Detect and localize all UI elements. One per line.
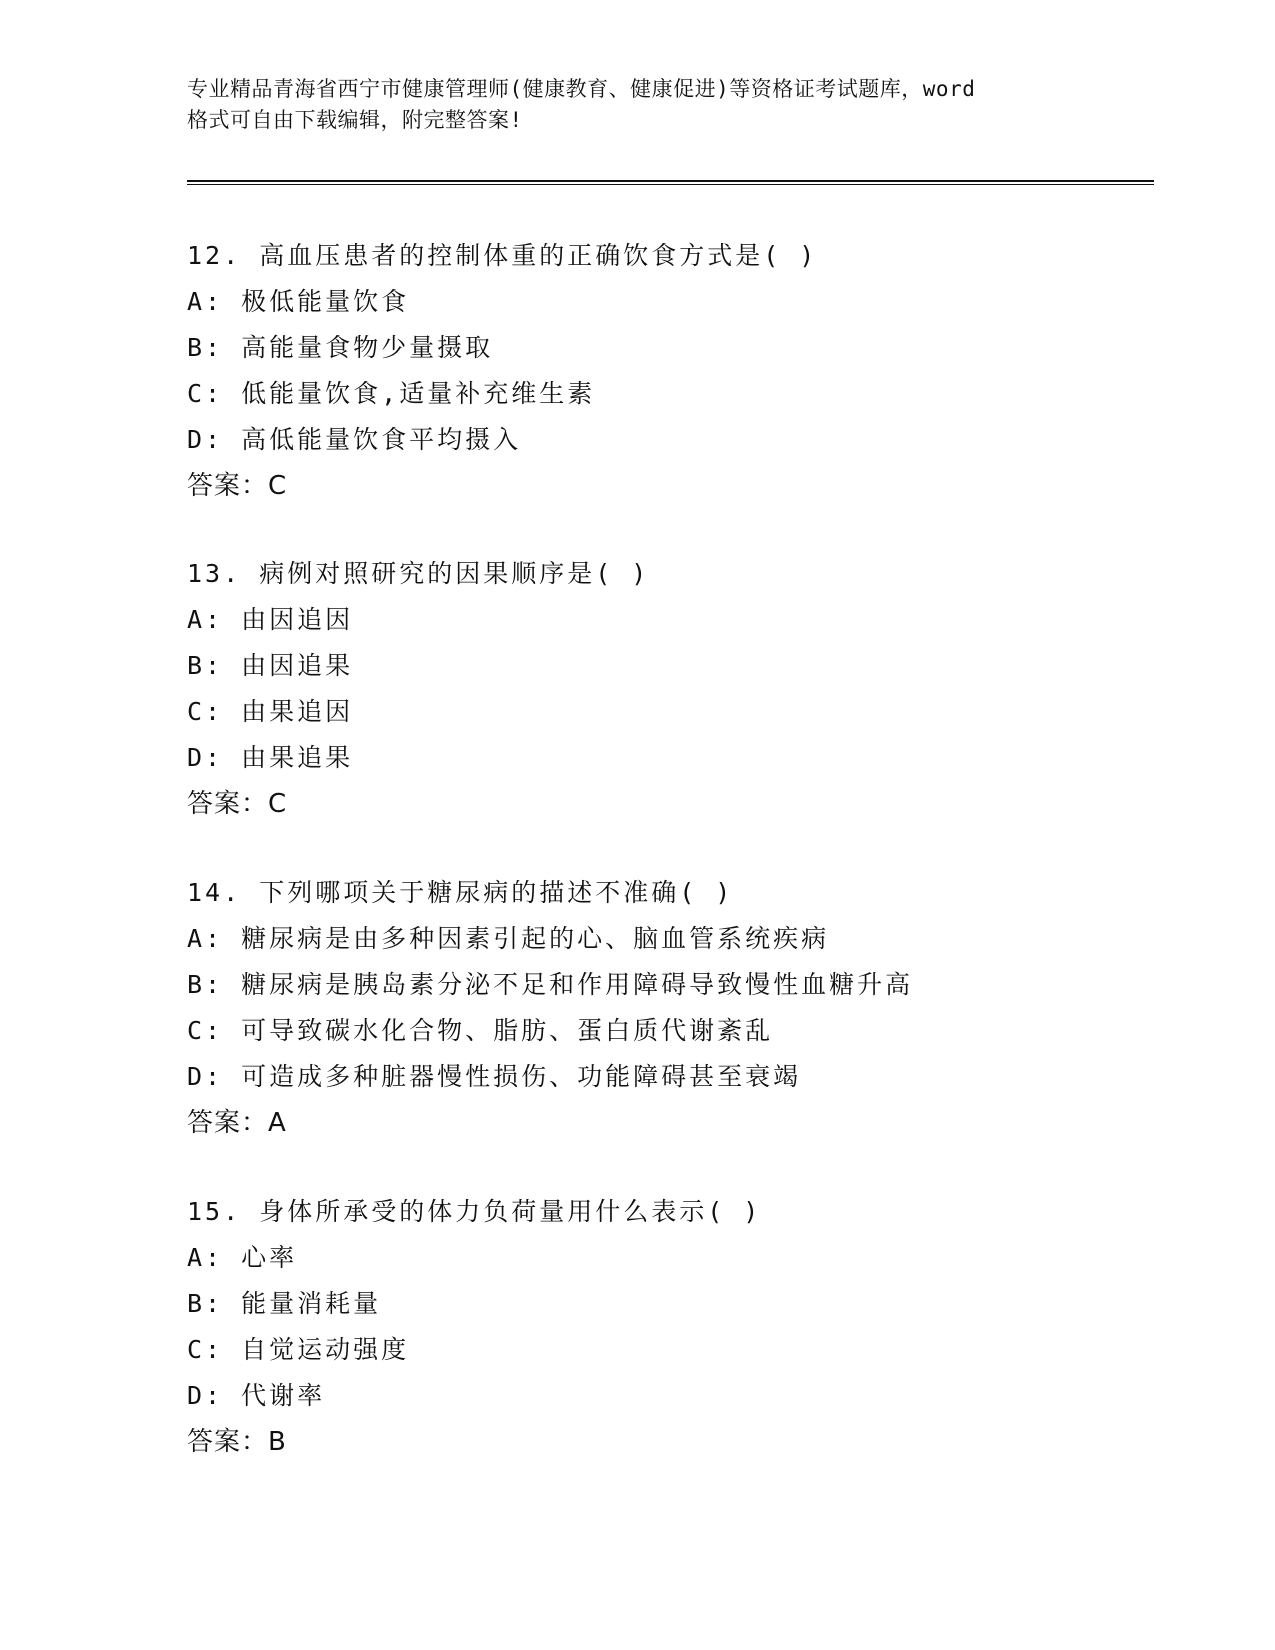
option-b: B: 能量消耗量 — [187, 1289, 382, 1318]
option-c: C: 低能量饮食,适量补充维生素 — [187, 379, 596, 408]
option-d: D: 可造成多种脏器慢性损伤、功能障碍甚至衰竭 — [187, 1062, 802, 1091]
answer-line: 答案：B — [187, 1427, 287, 1457]
answer-line: 答案：C — [187, 471, 288, 501]
header-divider-thick — [187, 180, 1154, 182]
option-c: C: 可导致碳水化合物、脂肪、蛋白质代谢紊乱 — [187, 1016, 774, 1045]
question-15 — [187, 1189, 1187, 1465]
option-a: A: 极低能量饮食 — [187, 287, 410, 316]
answer-line: 答案：C — [187, 789, 288, 819]
question-stem: 13. 病例对照研究的因果顺序是( ) — [187, 559, 650, 588]
header-line-2: 格式可自由下载编辑，附完整答案! — [187, 108, 523, 132]
option-b: B: 由因追果 — [187, 651, 354, 680]
header-divider-thin — [187, 184, 1154, 185]
answer-line: 答案：A — [187, 1108, 287, 1138]
option-a: A: 由因追因 — [187, 605, 354, 634]
option-a: A: 心率 — [187, 1243, 298, 1272]
question-13 — [187, 551, 1187, 827]
option-d: D: 由果追果 — [187, 743, 354, 772]
option-a: A: 糖尿病是由多种因素引起的心、脑血管系统疾病 — [187, 924, 830, 953]
question-stem: 15. 身体所承受的体力负荷量用什么表示( ) — [187, 1197, 762, 1226]
header-line-1: 专业精品青海省西宁市健康管理师(健康教育、健康促进)等资格证考试题库，word — [187, 77, 976, 101]
question-12 — [187, 233, 1187, 509]
question-stem: 14. 下列哪项关于糖尿病的描述不准确( ) — [187, 878, 734, 907]
question-14 — [187, 870, 1187, 1146]
option-b: B: 糖尿病是胰岛素分泌不足和作用障碍导致慢性血糖升高 — [187, 970, 914, 999]
option-d: D: 高低能量饮食平均摄入 — [187, 425, 522, 454]
option-c: C: 自觉运动强度 — [187, 1335, 410, 1364]
option-b: B: 高能量食物少量摄取 — [187, 333, 494, 362]
question-stem: 12. 高血压患者的控制体重的正确饮食方式是( ) — [187, 241, 818, 270]
document-header — [187, 74, 1087, 136]
option-d: D: 代谢率 — [187, 1381, 326, 1410]
option-c: C: 由果追因 — [187, 697, 354, 726]
